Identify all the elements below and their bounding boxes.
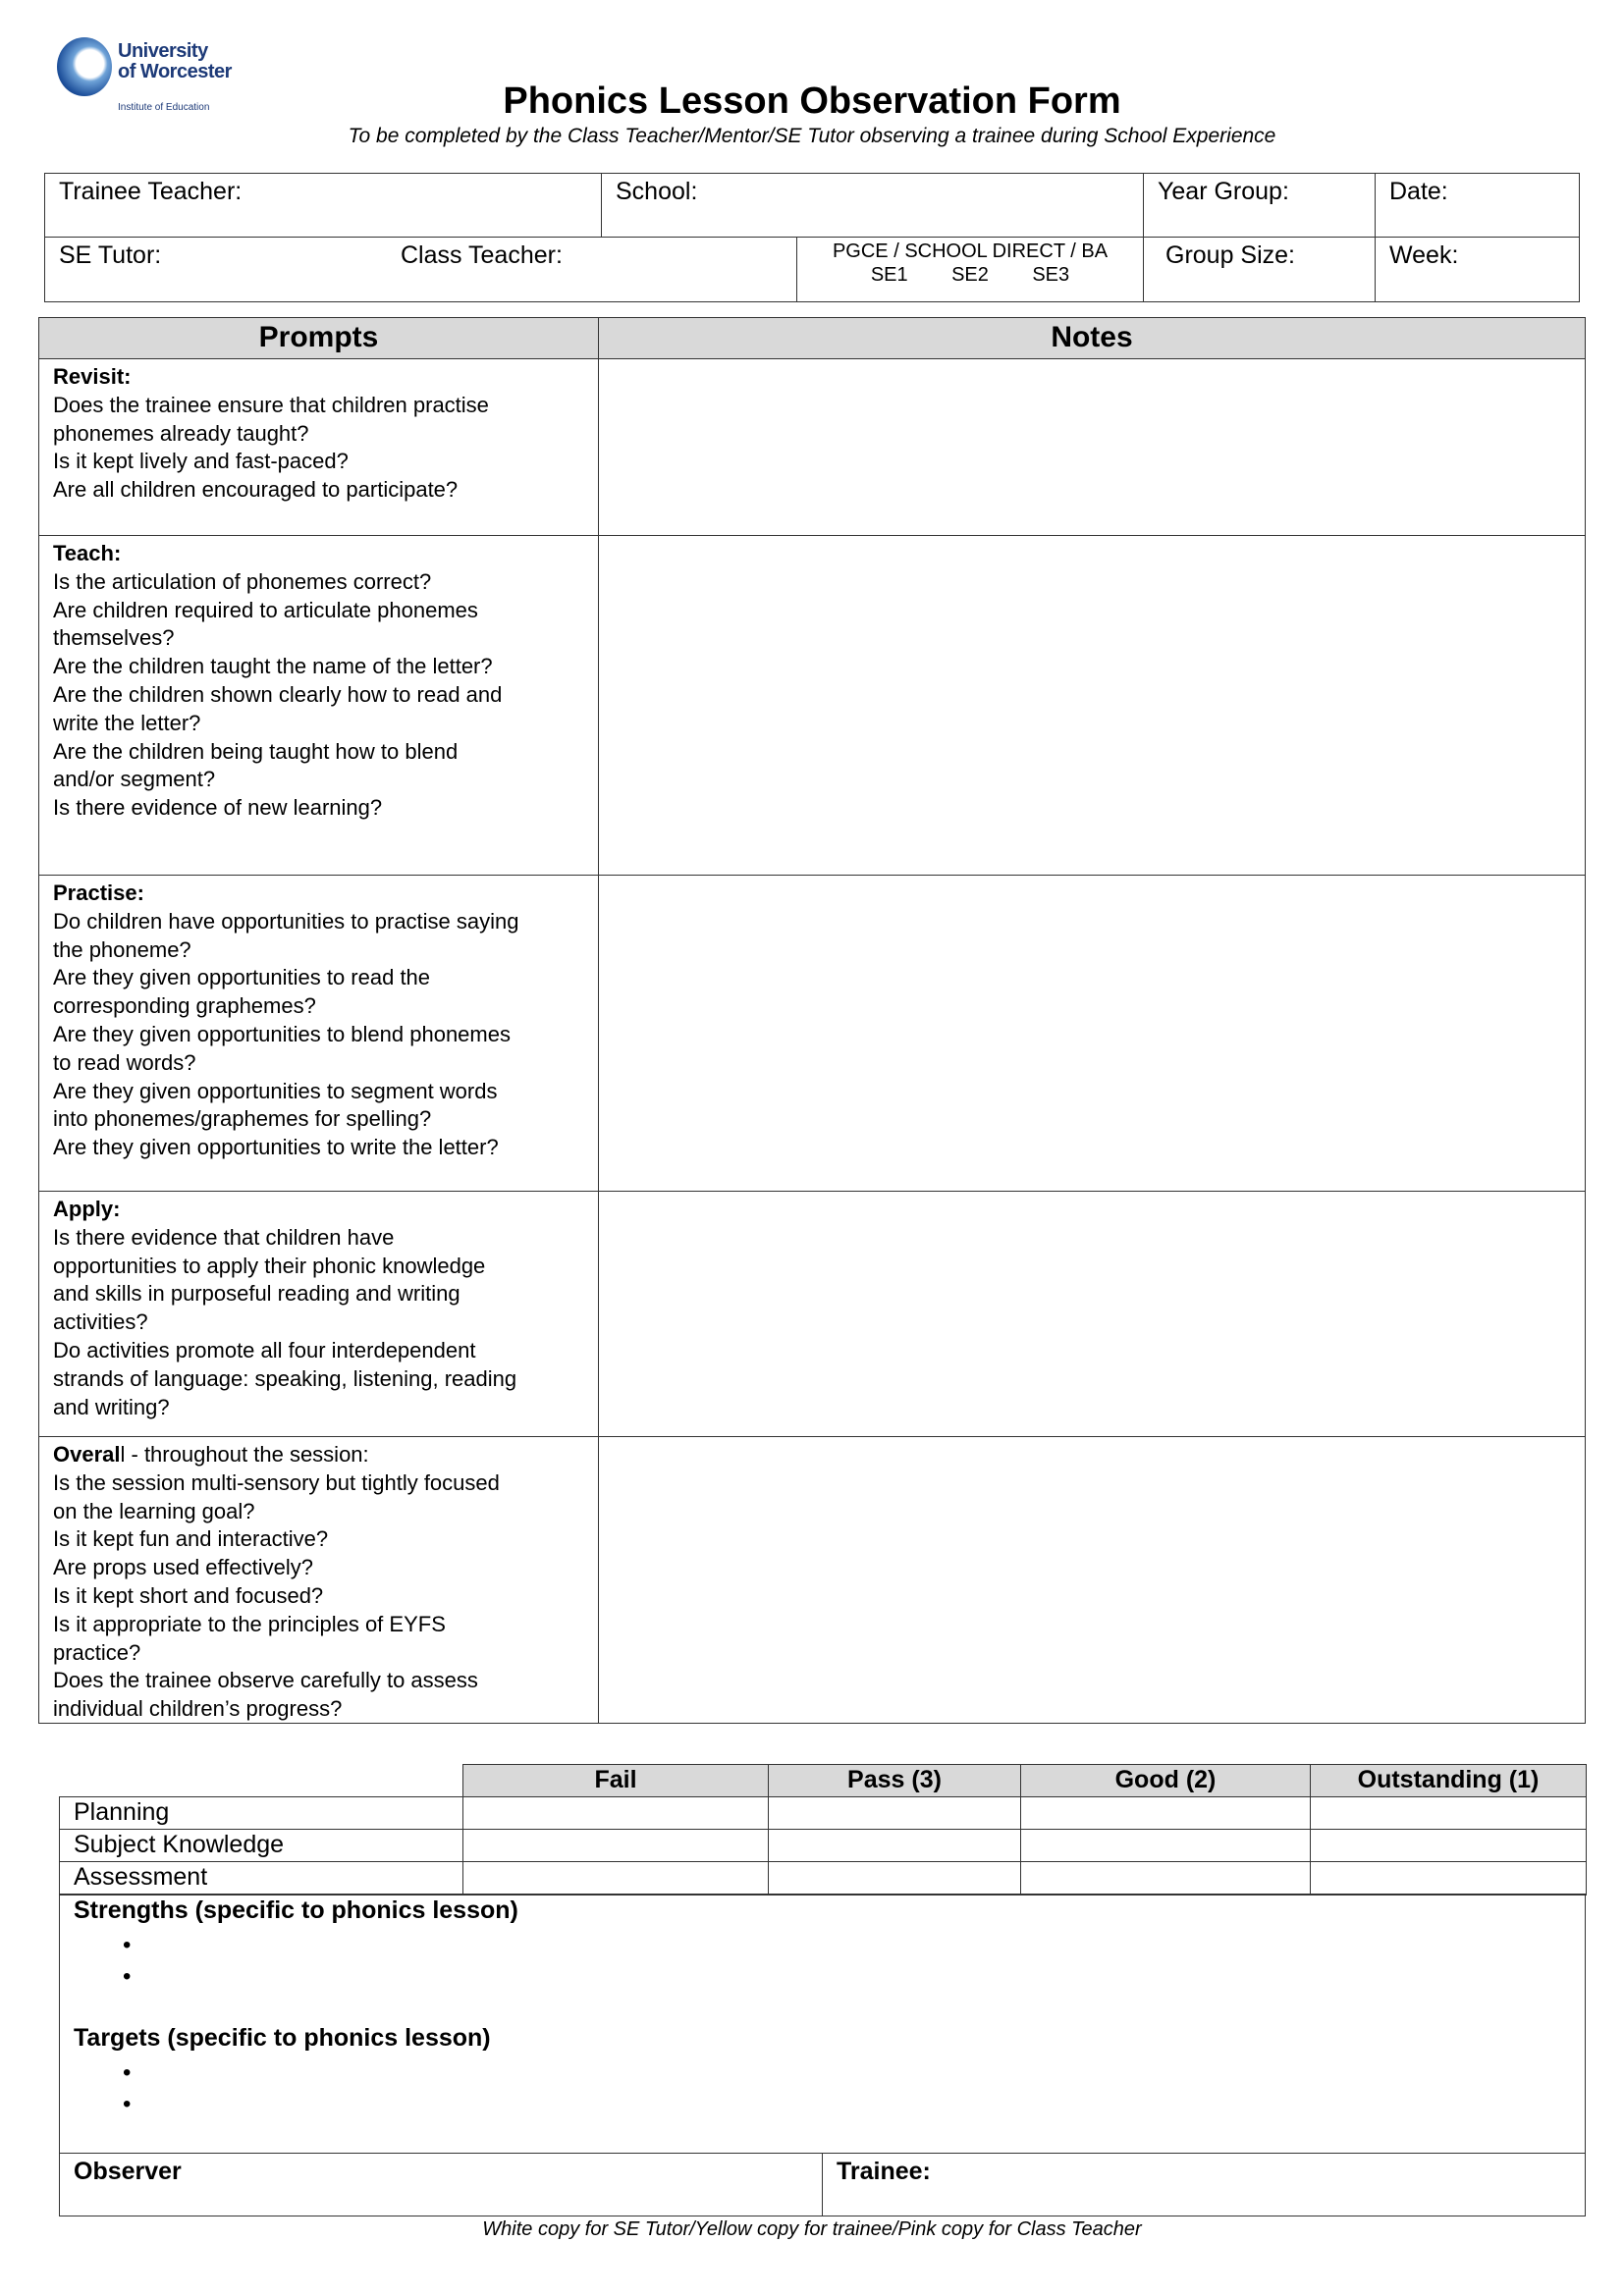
notes-cell[interactable] xyxy=(598,1436,1586,1724)
prompt-heading: Apply: xyxy=(53,1197,121,1221)
target-bullet-1: • xyxy=(123,2059,132,2086)
prompt-heading: Revisit: xyxy=(53,364,132,389)
prompt-line: Is it kept short and focused? xyxy=(53,1582,324,1608)
prompt-line: practice? xyxy=(53,1639,141,1665)
se-options: SE1 SE2 SE3 xyxy=(870,264,1070,286)
prompt-line: Are children required to articulate phonemes xyxy=(53,597,478,622)
rating-cell[interactable] xyxy=(1310,1829,1587,1862)
prompt-line: Is it kept lively and fast-paced? xyxy=(53,449,349,474)
prompt-cell xyxy=(38,875,599,1192)
prompt-line: activities? xyxy=(53,1309,148,1335)
class-teacher-field[interactable]: Class Teacher: xyxy=(401,241,563,269)
prompt-line: Is it appropriate to the principles of EYFS xyxy=(53,1611,446,1636)
prompt-line: write the letter? xyxy=(53,710,201,735)
prompt-line: Is there evidence of new learning? xyxy=(53,795,383,821)
trainee-signature-field[interactable]: Trainee: xyxy=(822,2153,1586,2216)
notes-header: Notes xyxy=(598,317,1586,359)
prompt-line: Are props used effectively? xyxy=(53,1555,313,1580)
strengths-targets-box[interactable] xyxy=(59,1894,1586,2154)
prompt-heading: Teach: xyxy=(53,541,122,565)
group-size-field[interactable]: Group Size: xyxy=(1143,237,1376,302)
rating-row-label: Subject Knowledge xyxy=(59,1829,463,1862)
prompt-line: Does the trainee observe carefully to assess xyxy=(53,1668,478,1693)
prompt-line: Do children have opportunities to practise saying xyxy=(53,908,519,934)
footer-note: White copy for SE Tutor/Yellow copy for trainee/Pink copy for Class Teacher xyxy=(482,2218,1142,2240)
rating-cell[interactable] xyxy=(462,1796,769,1830)
notes-cell[interactable] xyxy=(598,535,1586,876)
prompt-line: Are the children taught the name of the letter? xyxy=(53,654,493,679)
notes-cell[interactable] xyxy=(598,1191,1586,1437)
prompt-line: Is there evidence that children have xyxy=(53,1224,395,1250)
prompt-line: individual children’s progress? xyxy=(53,1696,343,1722)
logo-institute: Institute of Education xyxy=(118,102,210,113)
prompt-line: Is the articulation of phonemes correct? xyxy=(53,568,432,594)
rating-row-label: Assessment xyxy=(59,1861,463,1896)
rating-cell[interactable] xyxy=(1020,1829,1311,1862)
rating-header: Fail xyxy=(462,1764,769,1797)
strength-bullet-1: • xyxy=(123,1932,132,1958)
prompt-line: strands of language: speaking, listening, reading xyxy=(53,1365,517,1391)
prompts-header: Prompts xyxy=(38,317,599,359)
prompt-line: themselves? xyxy=(53,625,175,651)
targets-label: Targets (specific to phonics lesson) xyxy=(74,2024,491,2052)
prompt-line: Is the session multi-sensory but tightly focused xyxy=(53,1469,500,1495)
prompt-line: and/or segment? xyxy=(53,767,216,792)
school-field[interactable]: School: xyxy=(601,173,1144,238)
page-title: Phonics Lesson Observation Form xyxy=(503,80,1121,122)
strength-bullet-2: • xyxy=(123,1963,132,1990)
logo-name-2: of Worcester xyxy=(118,61,232,82)
rating-cell[interactable] xyxy=(1310,1796,1587,1830)
rating-header: Pass (3) xyxy=(768,1764,1021,1797)
prompt-line: to read words? xyxy=(53,1049,196,1075)
rating-cell[interactable] xyxy=(462,1861,769,1896)
prompt-line: and writing? xyxy=(53,1394,170,1419)
prompt-line: corresponding graphemes? xyxy=(53,993,316,1019)
logo-name-1: University xyxy=(118,40,208,62)
year-group-field[interactable]: Year Group: xyxy=(1143,173,1376,238)
prompt-line: into phonemes/graphemes for spelling? xyxy=(53,1106,432,1132)
date-field[interactable]: Date: xyxy=(1375,173,1580,238)
rating-row-label: Planning xyxy=(59,1796,463,1830)
rating-header: Outstanding (1) xyxy=(1310,1764,1587,1797)
target-bullet-2: • xyxy=(123,2091,132,2117)
prompt-cell xyxy=(38,1191,599,1437)
rating-cell[interactable] xyxy=(768,1796,1021,1830)
prompt-line: phonemes already taught? xyxy=(53,420,309,446)
prompt-line: Are they given opportunities to segment words xyxy=(53,1078,498,1103)
rating-cell[interactable] xyxy=(1020,1861,1311,1896)
prompt-cell xyxy=(38,1436,599,1724)
prompt-line: Are all children encouraged to participate? xyxy=(53,477,459,503)
rating-cell[interactable] xyxy=(1020,1796,1311,1830)
week-field[interactable]: Week: xyxy=(1375,237,1580,302)
prompt-line: on the learning goal? xyxy=(53,1498,255,1523)
prompt-line: Is it kept fun and interactive? xyxy=(53,1526,329,1552)
prompt-heading: Practise: xyxy=(53,881,144,905)
rating-cell[interactable] xyxy=(462,1829,769,1862)
se-tutor-field[interactable]: SE Tutor: xyxy=(59,241,162,269)
prompt-heading-rest: l - throughout the session: xyxy=(120,1442,369,1467)
prompt-cell xyxy=(38,535,599,876)
prompt-line: Are they given opportunities to blend phonemes xyxy=(53,1021,511,1046)
trainee-teacher-field[interactable]: Trainee Teacher: xyxy=(44,173,602,238)
prompt-line: Do activities promote all four interdependent xyxy=(53,1337,476,1362)
rating-header: Good (2) xyxy=(1020,1764,1311,1797)
prompt-heading: Overal xyxy=(53,1442,121,1467)
prompt-line: Are the children shown clearly how to read and xyxy=(53,681,503,707)
route-field[interactable] xyxy=(796,237,1144,302)
route-options: PGCE / SCHOOL DIRECT / BA xyxy=(832,240,1109,262)
rating-cell[interactable] xyxy=(1310,1861,1587,1896)
notes-cell[interactable] xyxy=(598,358,1586,536)
prompt-line: the phoneme? xyxy=(53,936,191,962)
strengths-label: Strengths (specific to phonics lesson) xyxy=(74,1896,518,1924)
rating-cell[interactable] xyxy=(768,1829,1021,1862)
prompt-line: Are they given opportunities to write the letter? xyxy=(53,1135,499,1160)
prompt-line: Are the children being taught how to blend xyxy=(53,738,459,764)
prompt-line: Are they given opportunities to read the xyxy=(53,965,431,990)
observer-field[interactable]: Observer xyxy=(59,2153,823,2216)
tutor-row xyxy=(44,237,797,302)
prompt-line: opportunities to apply their phonic knowledge xyxy=(53,1253,486,1278)
prompt-cell xyxy=(38,358,599,536)
prompt-line: Does the trainee ensure that children practise xyxy=(53,392,489,417)
rating-cell[interactable] xyxy=(768,1861,1021,1896)
prompt-line: and skills in purposeful reading and writing xyxy=(53,1281,460,1307)
notes-cell[interactable] xyxy=(598,875,1586,1192)
page-subtitle: To be completed by the Class Teacher/Mentor/SE Tutor observing a trainee during School Experience xyxy=(348,125,1276,147)
